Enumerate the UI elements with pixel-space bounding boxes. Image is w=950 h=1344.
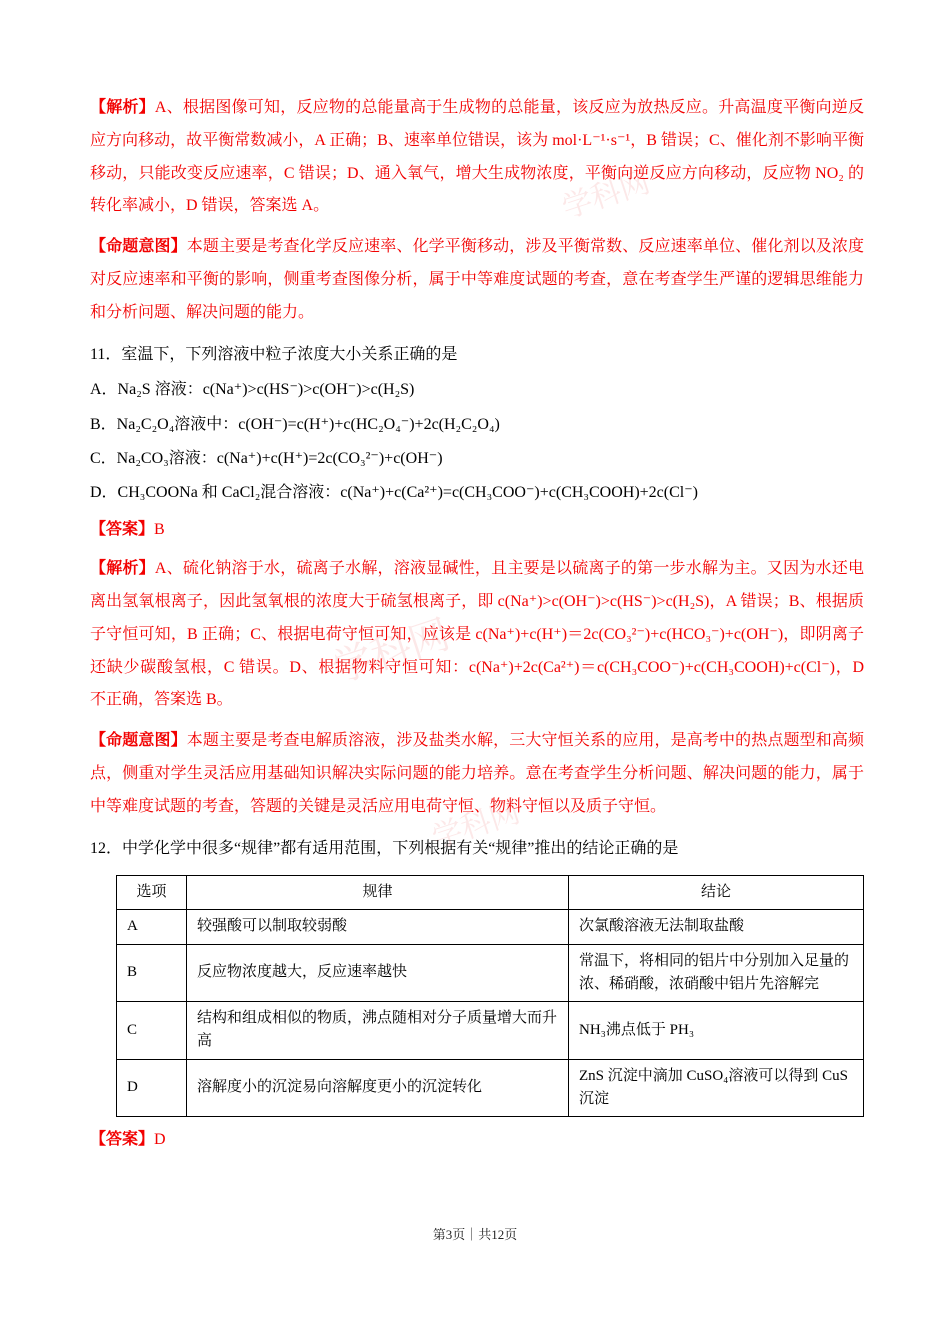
cell-option: B [117,944,187,1002]
question-12-answer [90,1123,864,1157]
cell-conclusion: 常温下，将相同的铝片中分别加入足量的浓、稀硝酸，浓硝酸中铝片先溶解完 [569,944,864,1002]
q11-analysis-paragraph [90,553,864,717]
cell-conclusion: ZnS 沉淀中滴加 CuSO₄溶液可以得到 CuS 沉淀 [569,1059,864,1117]
cell-option: C [117,1002,187,1060]
intent-text: 本题主要是考查电解质溶液，涉及盐类水解，三大守恒关系的应用，是高考中的热点题型和高频点，侧重对学生灵活应用基础知识解决实际问题的能力培养。意在考查学生分析问题、解决问题的能力，属于中等难度试题的考查，答题的关键是灵活应用电荷守恒、物料守恒以及质子守恒。 [90,732,864,815]
answer-label: 【答案】 [90,520,155,538]
watermark: 学科网 [326,611,455,692]
page-footer: 第3页｜共12页 [432,1227,518,1242]
answer-value: D [154,1131,166,1149]
intent-label: 【命题意图】 [90,732,187,750]
cell-option: D [117,1059,187,1117]
header-option: 选项 [117,876,187,910]
table-row [117,1002,864,1060]
question-11-option-a: A．Na₂S 溶液：c(Na⁺)>c(HS⁻)>c(OH⁻)>c(H₂S) [90,381,415,399]
analysis-label: 【解析】 [90,99,155,116]
analysis-text: A、根据图像可知，反应物的总能量高于生成物的总能量，该反应为放热反应。升高温度平衡向逆反应方向移动，故平衡常数减小，A 正确；B、速率单位错误，该为 mol·L⁻¹·s⁻¹，B 错误；C、催化剂不影响平衡移动，只能改变反应速率，C 错误；D、通入氧气，增大生成物浓度，平衡向逆反应方向移动，反应物 NO₂ 的转化率减小，D 错误，答案选 A。 [90,99,864,215]
question-11-option-d: D．CH₃COONa 和 CaCl₂混合溶液：c(Na⁺)+c(Ca²⁺)=c(CH₃COO⁻)+c(CH₃COOH)+2c(Cl⁻) [90,484,699,502]
question-11-option-c: C．Na₂CO₃溶液：c(Na⁺)+c(H⁺)=2c(CO₃²⁻)+c(OH⁻) [90,449,443,467]
answer-value: B [154,520,165,538]
cell-conclusion: 次氯酸溶液无法制取盐酸 [569,910,864,944]
q10-analysis-paragraph [90,92,864,223]
rules-table [116,875,864,1117]
q10-intent-paragraph [90,231,864,329]
table-row [117,944,864,1002]
header-rule: 规律 [187,876,569,910]
q11-intent-paragraph [90,725,864,823]
answer-label: 【答案】 [90,1131,155,1149]
question-11-option-b: B．Na₂C₂O₄溶液中：c(OH⁻)=c(H⁺)+c(HC₂O₄⁻)+2c(H₂C₂O₄) [90,415,500,433]
table-row [117,1059,864,1117]
intent-text: 本题主要是考查化学反应速率、化学平衡移动，涉及平衡常数、反应速率单位、催化剂以及浓度对反应速率和平衡的影响，侧重考查图像分析，属于中等难度试题的考查，意在考查学生严谨的逻辑思维能力和分析问题、解决问题的能力。 [90,238,864,321]
cell-rule: 溶解度小的沉淀易向溶解度更小的沉淀转化 [187,1059,569,1117]
table-header-row [117,876,864,910]
cell-rule: 反应物浓度越大，反应速率越快 [187,944,569,1002]
cell-rule: 较强酸可以制取较弱酸 [187,910,569,944]
cell-option: A [117,910,187,944]
question-11-title: 11．室温下，下列溶液中粒子浓度大小关系正确的是 [90,345,458,363]
cell-conclusion: NH₃沸点低于 PH₃ [569,1002,864,1060]
cell-rule: 结构和组成相似的物质，沸点随相对分子质量增大而升高 [187,1002,569,1060]
analysis-text: A、硫化钠溶于水，硫离子水解，溶液显碱性，且主要是以硫离子的第一步水解为主。又因为水还电离出氢氧根离子，因此氢氧根的浓度大于硫氢根离子，即 c(Na⁺)>c(OH⁻)>c(HS⁻)>c(H₂S)，A 错误；B、根据质子守恒可知，B 正确；C、根据电荷守恒可知，应该是 c(Na⁺)+c(H⁺)＝2c(CO₃²⁻)+c(HCO₃⁻)+c(OH⁻)，即阴离子还缺少碳酸氢根，C 错误。D、根据物料守恒可知：c(Na⁺)+2c(Ca²⁺)＝c(CH₃COO⁻)+c(CH₃COOH)+c(Cl⁻)，D 不正确，答案选 B。 [90,560,864,709]
intent-label: 【命题意图】 [90,238,187,256]
table-row [117,910,864,944]
question-11-answer [90,513,864,547]
header-conclusion: 结论 [569,876,864,910]
question-12-title: 12．中学化学中很多“规律”都有适用范围，下列根据有关“规律”推出的结论正确的是 [90,839,679,857]
watermark: 学科网 [558,165,654,225]
analysis-label: 【解析】 [90,560,155,578]
watermark: 学科网 [428,795,524,855]
